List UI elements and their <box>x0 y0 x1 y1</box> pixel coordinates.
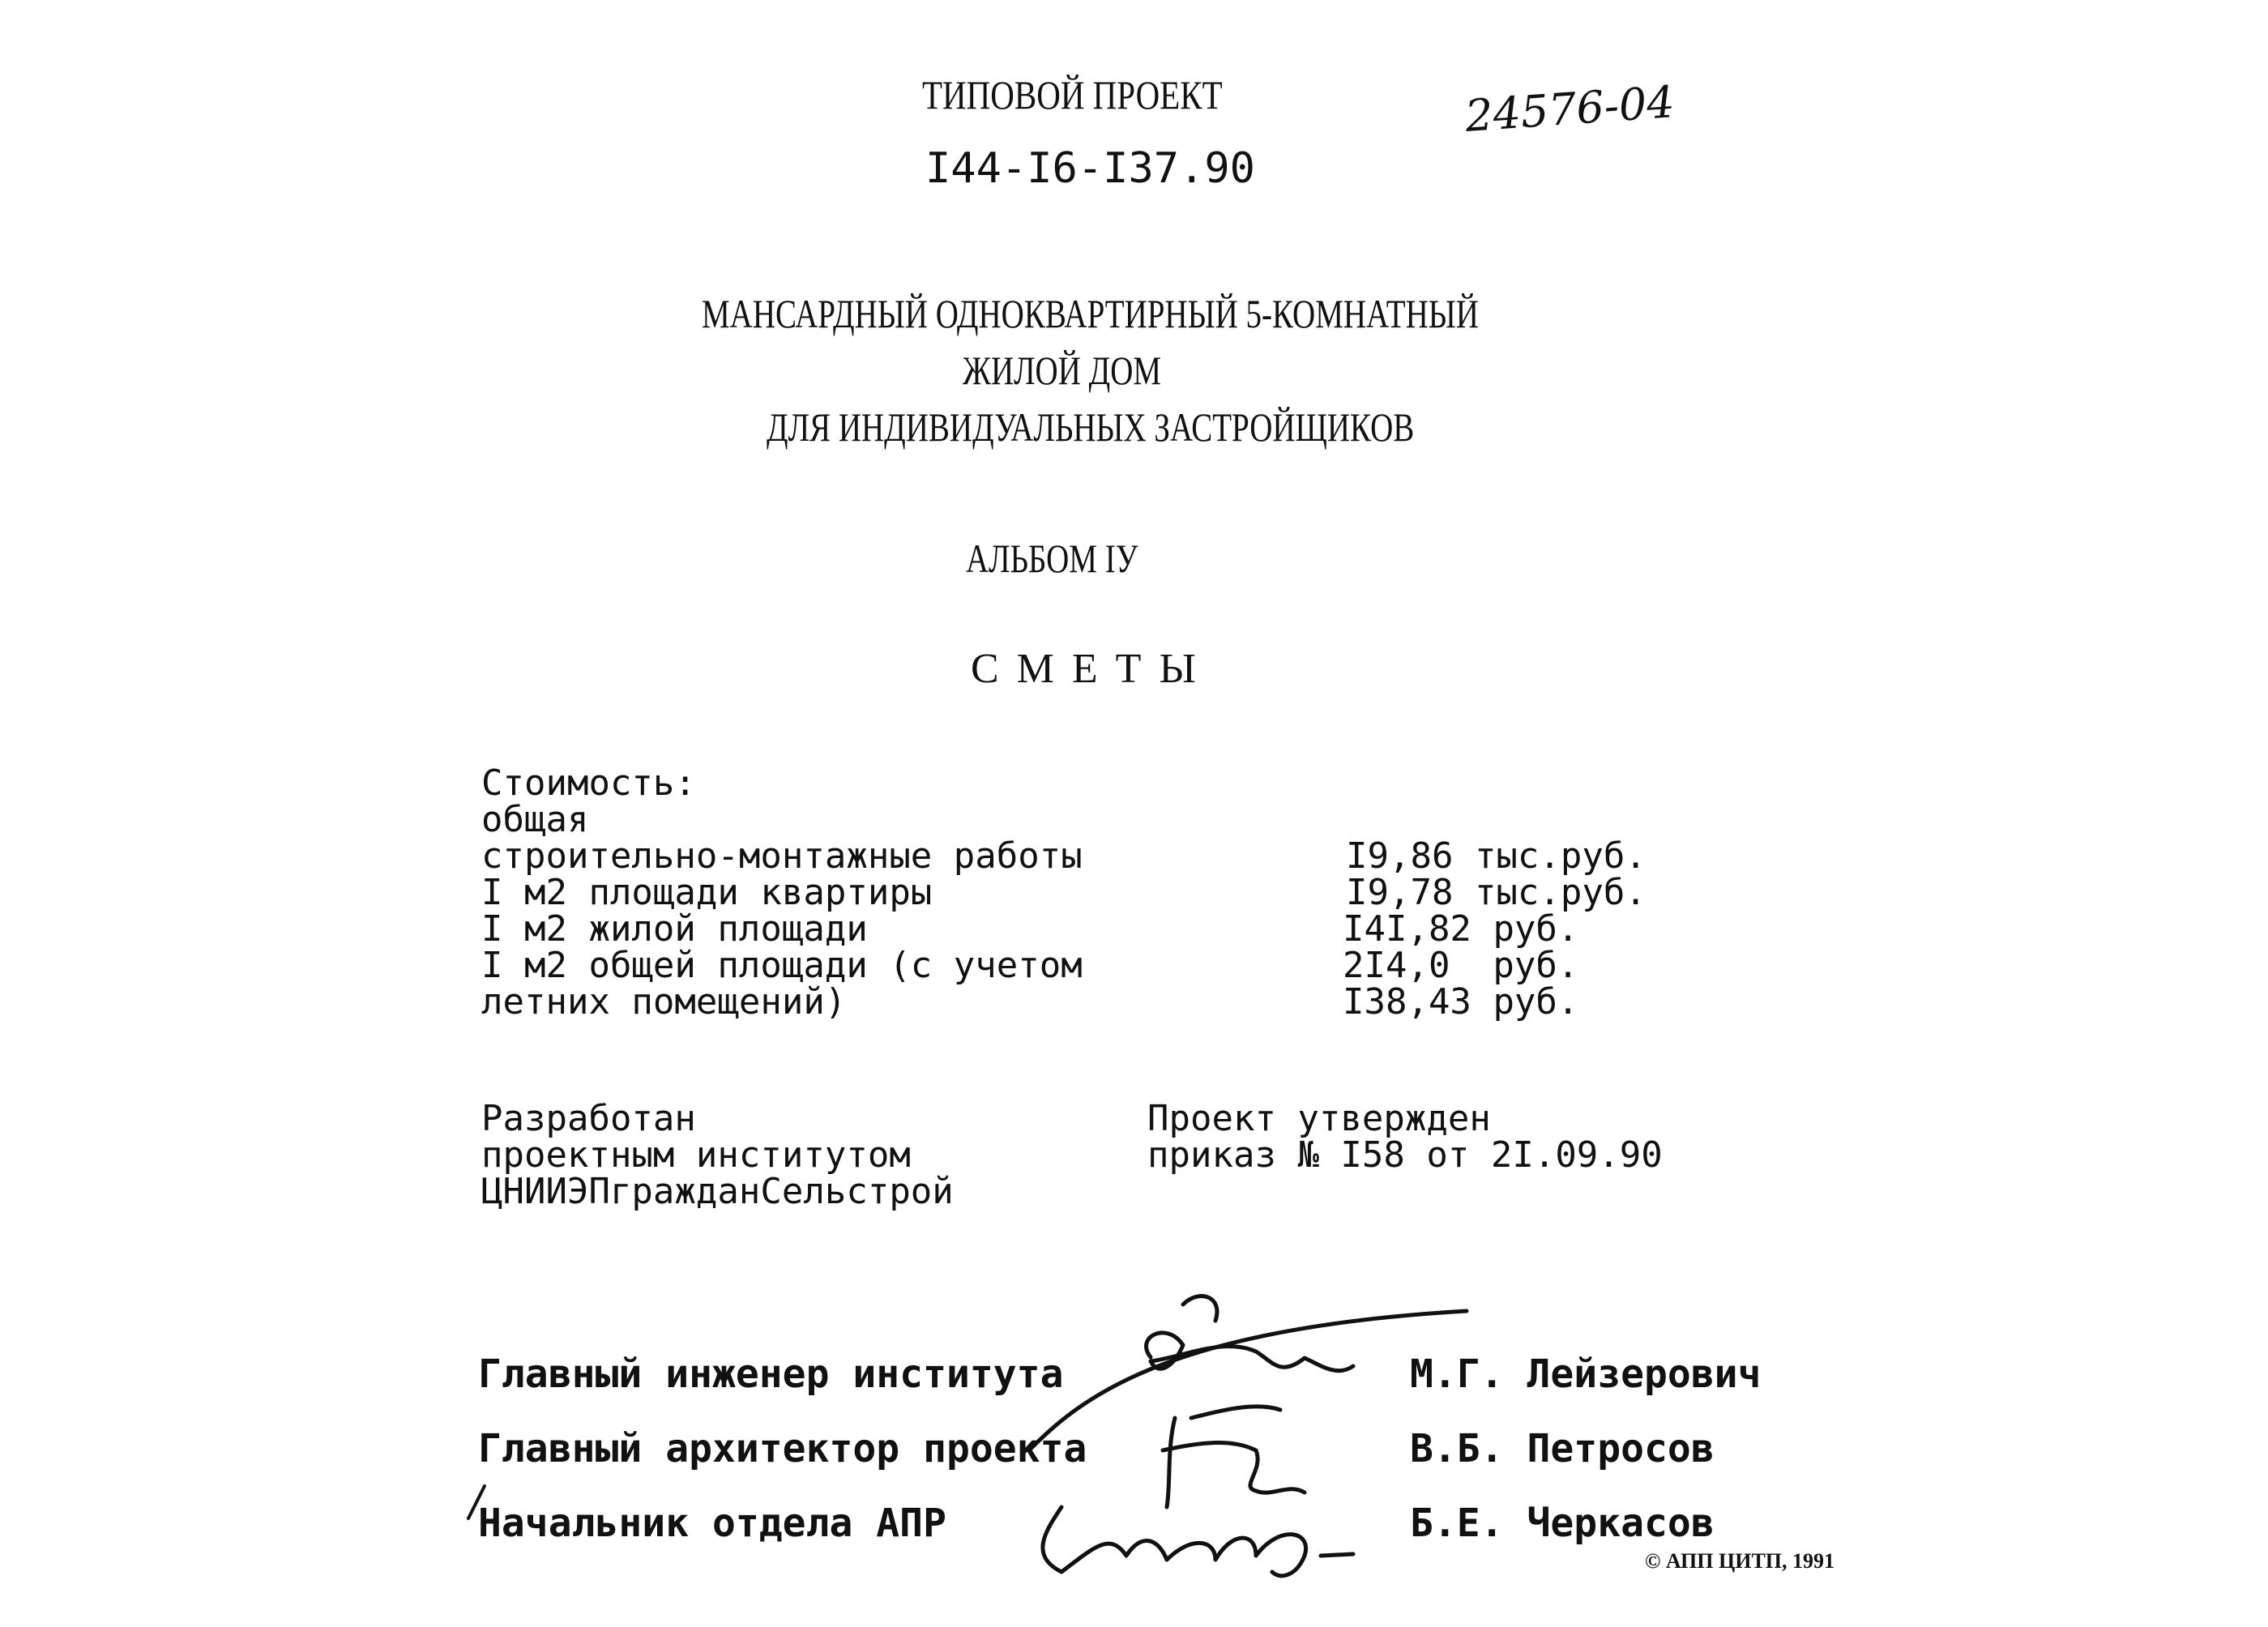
cost-row-label: I м2 площади квартиры <box>481 872 933 913</box>
handwritten-archive-number: 24576-04 <box>1463 76 1676 142</box>
cost-amount: I4I,82 <box>1342 908 1471 950</box>
album-number: АЛЬБОМ IУ <box>966 536 1138 581</box>
section-title: СМЕТЫ <box>971 646 1214 692</box>
cost-row-label: строительно-монтажные работы <box>481 835 1083 877</box>
cost-unit: тыс.руб. <box>1474 835 1647 877</box>
copyright-notice: © АПП ЦИТП, 1991 <box>1645 1549 1835 1573</box>
signatory-title: Главный архитектор проекта <box>478 1426 1087 1471</box>
project-code: I44-I6-I37.90 <box>925 144 1255 193</box>
developer-institute: ЦНИИЭПгражданСельстрой <box>481 1171 954 1212</box>
cost-amount: I9,86 <box>1345 835 1454 877</box>
heading-line-3: ДЛЯ ИНДИВИДУАЛЬНЫХ ЗАСТРОЙЩИКОВ <box>767 404 1415 450</box>
signatory-name: М.Г. Лейзерович <box>1410 1352 1762 1397</box>
signature-2 <box>1163 1418 1305 1507</box>
document-type-title: ТИПОВОЙ ПРОЕКТ <box>922 72 1223 117</box>
cost-unit: тыс.руб. <box>1474 872 1647 913</box>
cost-amount: 2I4,0 <box>1342 945 1450 986</box>
cost-unit: руб. <box>1493 981 1579 1023</box>
signatory-title: Главный инженер института <box>478 1352 1064 1397</box>
costs-label: Стоимость: <box>481 762 696 804</box>
signatory-title: Начальник отдела АПР <box>478 1501 946 1546</box>
cost-row-label: летних помещений) <box>481 981 847 1023</box>
approval-order: приказ № I58 от 2I.09.90 <box>1147 1134 1663 1176</box>
signatory-name: Б.Е. Черкасов <box>1410 1501 1715 1546</box>
cost-unit: руб. <box>1493 945 1579 986</box>
cost-row-label: I м2 общей площади (с учетом <box>481 945 1083 986</box>
heading-line-2: ЖИЛОЙ ДОМ <box>963 348 1162 393</box>
cost-unit: руб. <box>1493 908 1579 950</box>
signatory-name: В.Б. Петросов <box>1410 1426 1715 1471</box>
cost-amount: I38,43 <box>1342 981 1471 1023</box>
approval-line: Проект утвержден <box>1147 1098 1491 1139</box>
cost-row-label: I м2 жилой площади <box>481 908 868 950</box>
cost-amount: I9,78 <box>1345 872 1454 913</box>
cost-row-label: общая <box>481 799 589 840</box>
cost-row-value <box>1300 947 1579 1023</box>
signature-2-top <box>1191 1407 1280 1418</box>
signature-3 <box>1043 1507 1353 1576</box>
developer-line: Разработан <box>481 1098 696 1139</box>
signature-stroke <box>1029 1311 1467 1450</box>
heading-line-1: МАНСАРДНЫЙ ОДНОКВАРТИРНЫЙ 5-КОМНАТНЫЙ <box>702 291 1479 336</box>
developer-line: проектным институтом <box>481 1134 911 1176</box>
signature-1-loop <box>1183 1296 1217 1321</box>
